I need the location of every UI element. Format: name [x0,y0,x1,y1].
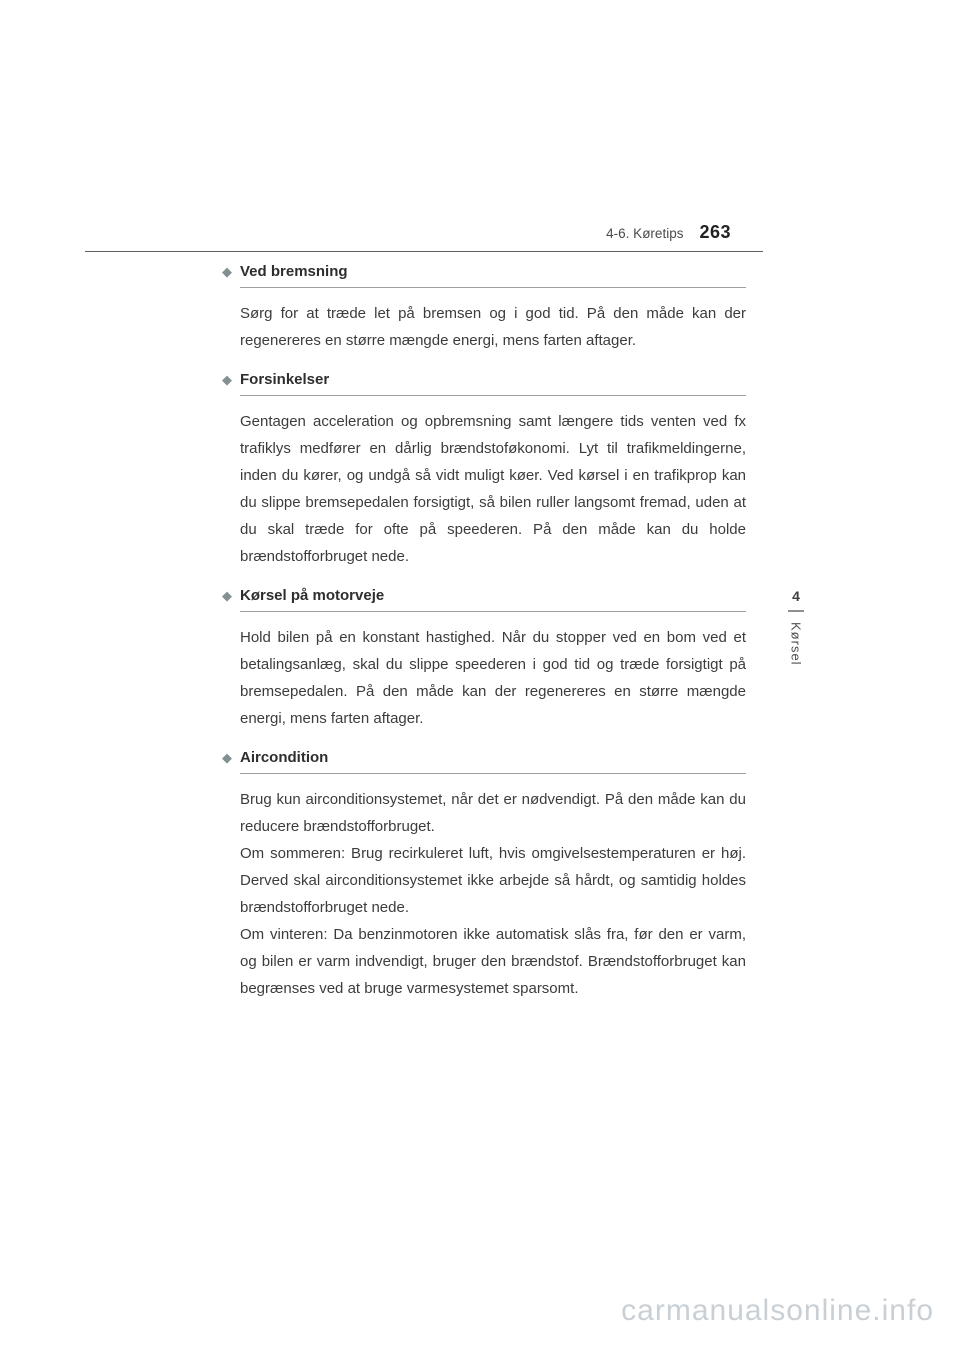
section-paragraph: Gentagen acceleration og opbremsning samt længere tids venten ved fx trafiklys medfører en dårlig brændstoføkonomi. Lyt til trafikmeldingerne, inden du kører, og undgå så vidt muligt køer. Ved kørsel i en trafikprop kan du slippe bremsepedalen forsigtigt, så bilen ruller langsomt fremad, uden at du skal træde for ofte på speederen. På den måde kan du holde brændstofforbruget nede. [240,413,746,565]
section-paragraph: Brug kun airconditionsystemet, når det er nødvendigt. På den måde kan du reducere brændstofforbruget. [240,791,746,835]
diamond-bullet-icon: ◆ [222,750,232,765]
section-paragraph: Hold bilen på en konstant hastighed. Når du stopper ved en bom ved et betalingsanlæg, skal du slippe speederen i god tid og træde forsigtigt på bremsepedalen. På den måde kan der regenereres en større mængde energi, mens farten aftager. [240,629,746,727]
section-underline [240,773,746,774]
chapter-label: Kørsel [788,622,804,666]
page-content [222,263,746,1019]
section-ved-bremsning [222,263,746,354]
section-title: Ved bremsning [240,263,348,280]
section-underline [240,395,746,396]
section-heading [222,587,746,604]
section-heading [222,263,746,280]
section-forsinkelser [222,371,746,570]
watermark: carmanualsonline.info [621,1294,934,1327]
section-paragraph: Om sommeren: Brug recirkuleret luft, hvis omgivelsestemperaturen er høj. Derved skal airconditionsystemet ikke arbejde så hårdt, og samtidig holdes brændstofforbruget nede. [240,845,746,916]
section-paragraph: Om vinteren: Da benzinmotoren ikke automatisk slås fra, før den er varm, og bilen er varm indvendigt, bruger den brændstof. Brændstofforbruget kan begrænses ved at bruge varmesystemet sparsomt. [240,926,746,997]
diamond-bullet-icon: ◆ [222,264,232,279]
diamond-bullet-icon: ◆ [222,588,232,603]
header-rule [85,251,763,252]
section-title: Kørsel på motorveje [240,587,385,604]
section-body [240,624,746,732]
section-heading [222,749,746,766]
page-header [85,222,731,243]
section-heading [222,371,746,388]
section-korsel-pa-motorveje [222,587,746,732]
section-underline [240,611,746,612]
chapter-tab-divider [788,610,804,612]
chapter-number: 4 [792,588,800,604]
section-body [240,786,746,1002]
section-title: Forsinkelser [240,371,330,388]
chapter-tab [779,588,813,666]
section-aircondition [222,749,746,1002]
section-title: Aircondition [240,749,329,766]
section-body [240,300,746,354]
section-paragraph: Sørg for at træde let på bremsen og i god tid. På den måde kan der regenereres en større mængde energi, mens farten aftager. [240,305,746,349]
section-breadcrumb: 4-6. Køretips [606,226,684,241]
page-number: 263 [699,222,731,242]
diamond-bullet-icon: ◆ [222,372,232,387]
section-body [240,408,746,570]
section-underline [240,287,746,288]
